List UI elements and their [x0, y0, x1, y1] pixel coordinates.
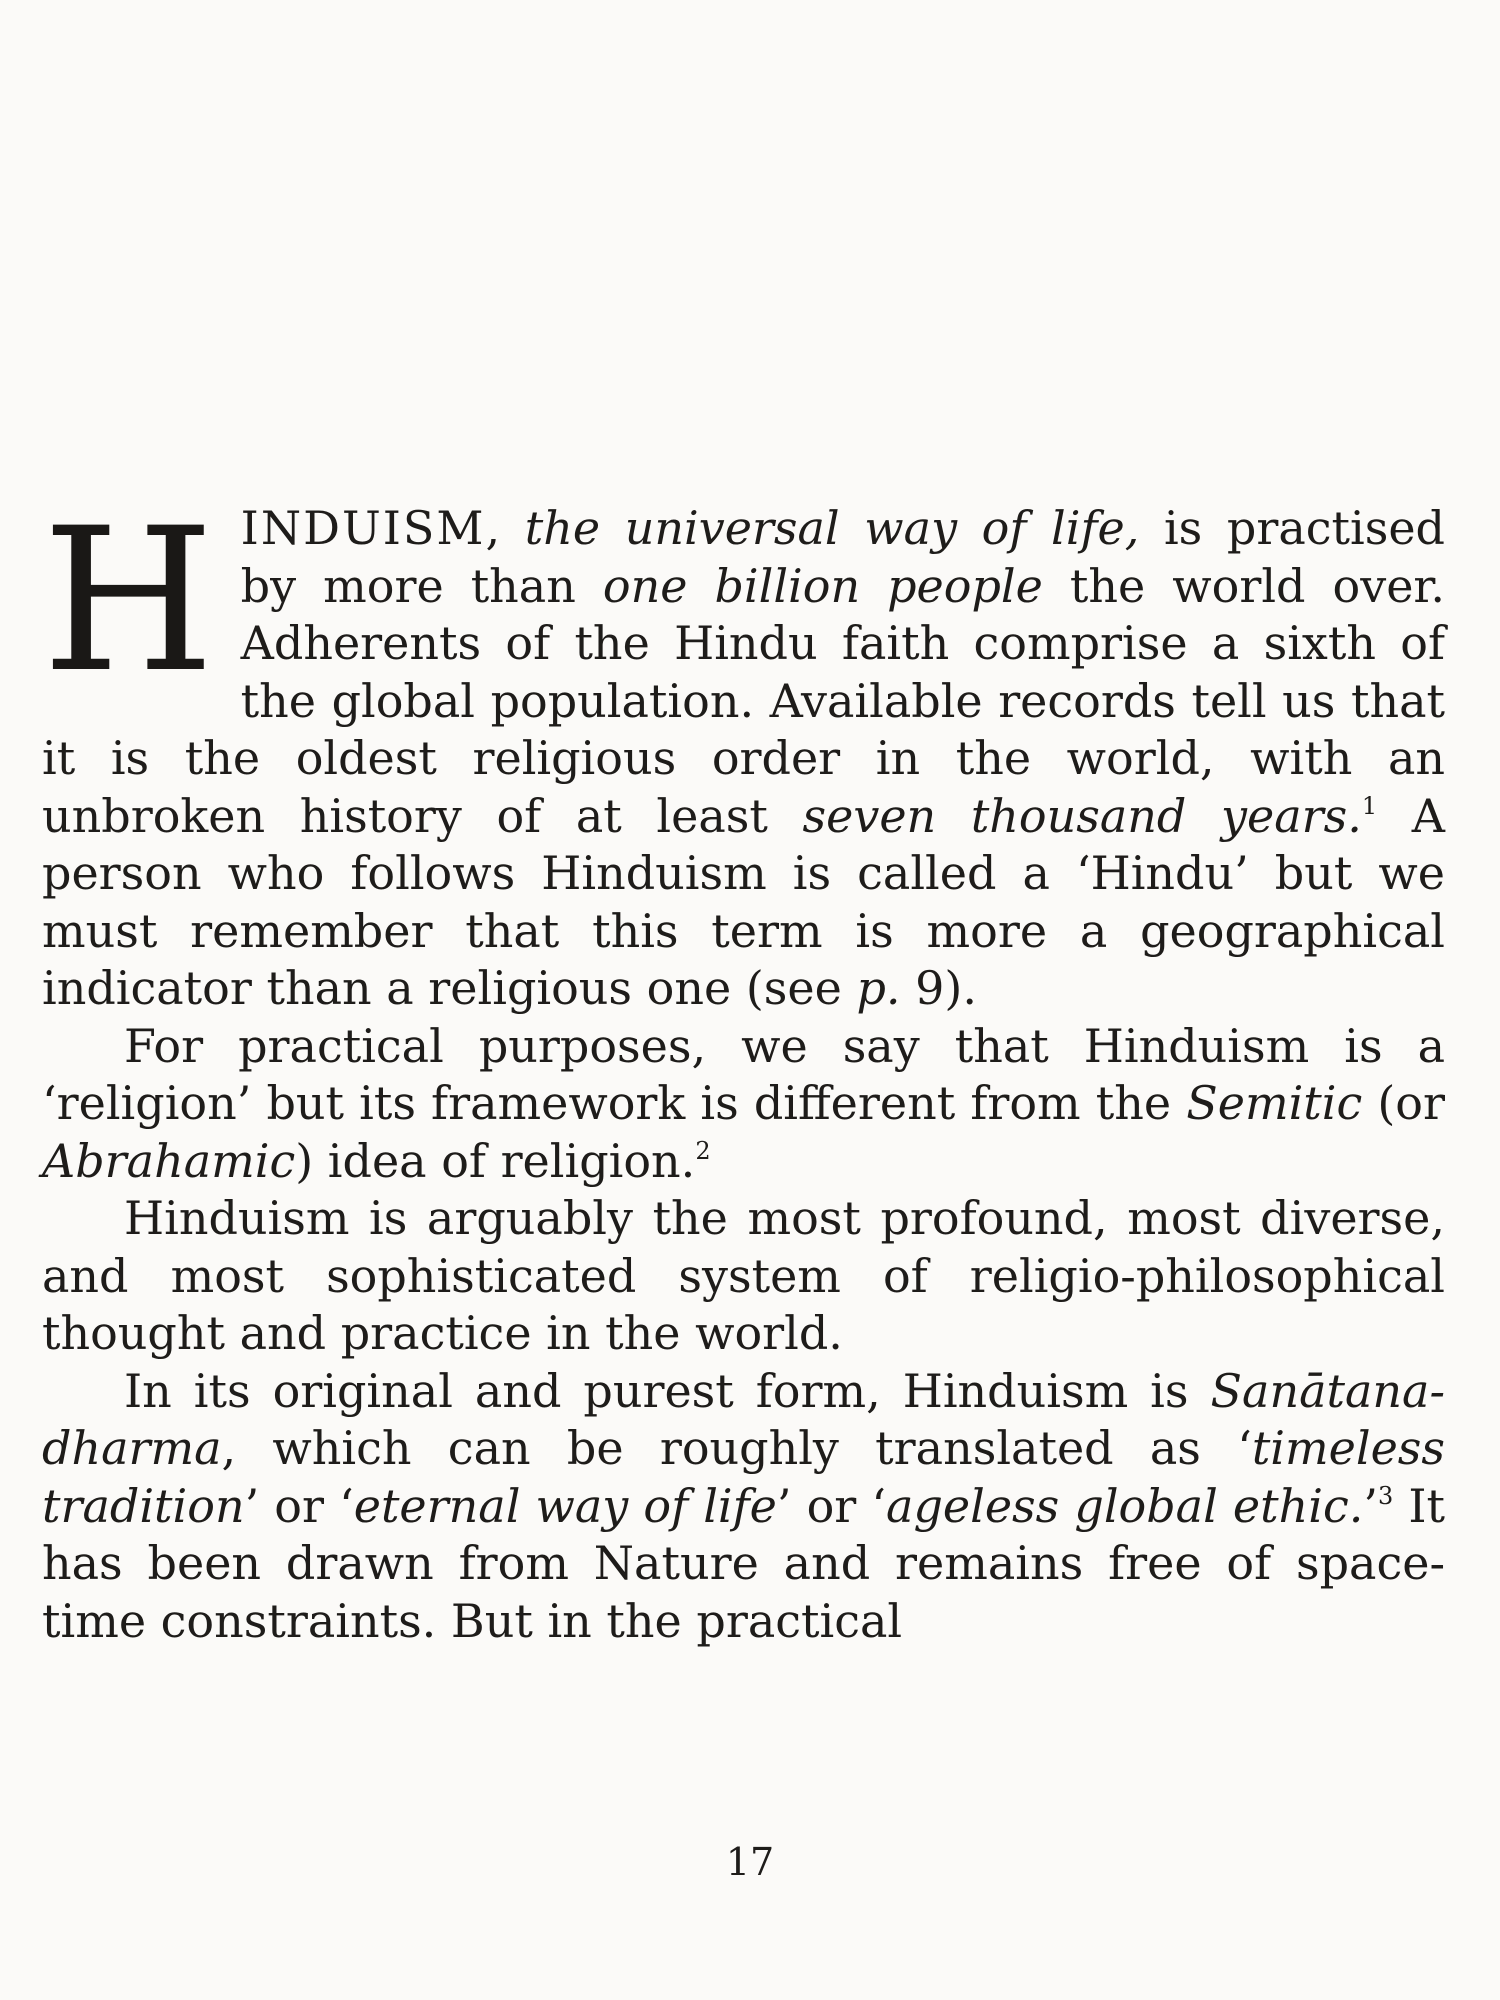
italic-text: Sanātana-dharma [42, 1363, 1445, 1475]
text-run: For practical purposes, we say that Hinduism is a ‘religion’ but its framework is different from the [42, 1018, 1445, 1130]
italic-text: one billion people [602, 558, 1043, 613]
text-run: ’ [1363, 1478, 1378, 1533]
body-text [42, 485, 1446, 1650]
text-run: ’ or ‘ [776, 1478, 887, 1533]
italic-text: eternal way of life [353, 1478, 777, 1533]
italic-text: the universal way of life, [524, 501, 1140, 555]
text-run: , which can be roughly translated as ‘ [221, 1421, 1252, 1475]
text-run: the world over. Adherents of the Hindu faith comprise a sixth of the global population. Available records tell us that it is the oldest religious order in the world, with an unbroken history of at least [42, 558, 1445, 843]
page-number: 17 [725, 1840, 775, 1884]
text-run: In its original and purest form, Hinduism is [124, 1363, 1211, 1418]
text-run: It has been drawn from Nature and remains free of space-time constraints. But in the practical [42, 1478, 1446, 1648]
paragraph-practical-purposes [42, 1018, 1445, 1191]
text-run: 9). [900, 961, 977, 1015]
footnote-marker: 1 [1361, 791, 1378, 820]
text-run: ) idea of religion. [295, 1133, 696, 1188]
text-run: , [485, 501, 525, 555]
text-run: (or [1362, 1076, 1445, 1130]
text-run: Hinduism is arguably the most profound, most diverse, and most sophisticated system of religio-philosophical thought and practice in the world. [42, 1191, 1445, 1360]
paragraph-intro [42, 485, 1446, 1018]
text-run: is practised by more than [240, 501, 1445, 613]
small-caps-text: INDUISM [240, 501, 486, 555]
footnote-marker: 3 [1377, 1481, 1394, 1510]
italic-text: p. [856, 961, 901, 1015]
italic-text: seven thousand years. [802, 788, 1362, 843]
italic-text: Abrahamic [42, 1133, 296, 1188]
italic-text: Semitic [1186, 1076, 1363, 1130]
text-run: ’ or ‘ [244, 1478, 354, 1533]
text-run: A person who follows Hinduism is called a ‘Hindu’ but we must remember that this term is more a geographical indicator than a religious one (see [42, 788, 1446, 1015]
paragraph-profound [42, 1190, 1445, 1363]
footnote-marker: 2 [695, 1136, 711, 1165]
paragraph-sanatana-dharma [42, 1363, 1445, 1651]
italic-text: timeless tradition [42, 1421, 1445, 1533]
drop-cap: H [42, 485, 215, 716]
italic-text: ageless global ethic. [886, 1478, 1364, 1533]
